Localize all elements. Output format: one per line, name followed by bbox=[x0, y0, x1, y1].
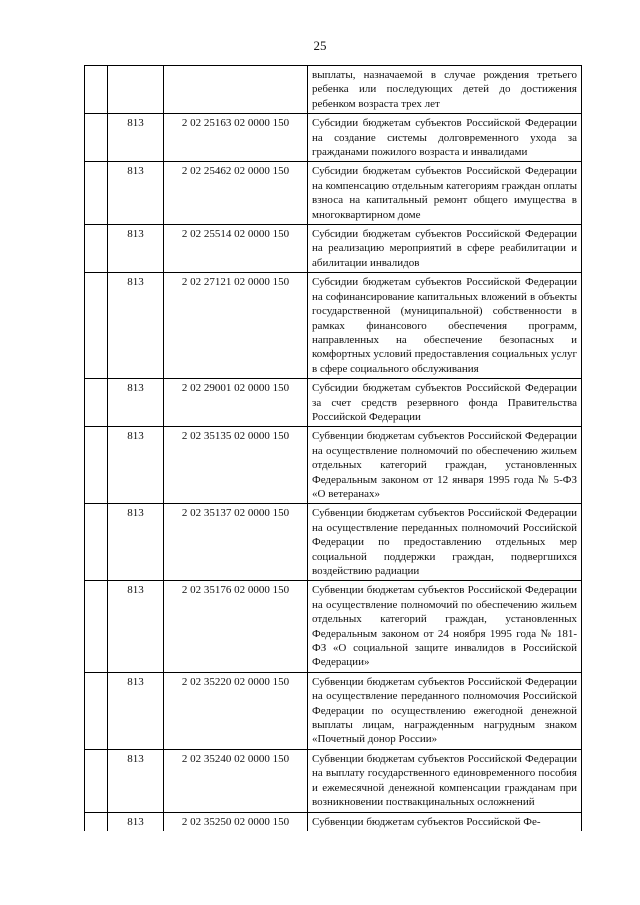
page-number: 25 bbox=[313, 38, 327, 53]
budget-code-cell bbox=[164, 66, 308, 114]
admin-code-cell: 813 bbox=[108, 379, 164, 427]
budget-codes-table bbox=[84, 65, 582, 831]
budget-code-cell: 2 02 35220 02 0000 150 bbox=[164, 672, 308, 749]
admin-code-cell: 813 bbox=[108, 581, 164, 672]
description-cell: Субсидии бюджетам субъектов Российской Федерации на создание системы долговременного ухода за гражданами пожилого возраста и инвалидами bbox=[308, 114, 582, 162]
table-row bbox=[85, 66, 582, 114]
admin-code-cell: 813 bbox=[108, 114, 164, 162]
row-index-cell bbox=[85, 273, 108, 379]
table-row bbox=[85, 114, 582, 162]
row-index-cell bbox=[85, 581, 108, 672]
budget-code-cell: 2 02 35137 02 0000 150 bbox=[164, 504, 308, 581]
description-cell: Субвенции бюджетам субъектов Российской Федерации на осуществление полномочий по обеспечению жильем отдельных категорий граждан, установленных Федеральным законом от 24 ноября 1995 года № 181-ФЗ «О социальной защите инвалидов в Российской Федерации» bbox=[308, 581, 582, 672]
table-row bbox=[85, 225, 582, 273]
table-row bbox=[85, 812, 582, 831]
table-row bbox=[85, 379, 582, 427]
admin-code-cell: 813 bbox=[108, 273, 164, 379]
admin-code-cell: 813 bbox=[108, 427, 164, 504]
table-row bbox=[85, 427, 582, 504]
description-cell: Субвенции бюджетам субъектов Российской Федерации на осуществление полномочий по обеспечению жильем отдельных категорий граждан, установленных Федеральным законом от 12 января 1995 года № 5-ФЗ «О ветеранах» bbox=[308, 427, 582, 504]
budget-code-cell: 2 02 35240 02 0000 150 bbox=[164, 749, 308, 812]
row-index-cell bbox=[85, 749, 108, 812]
budget-code-cell: 2 02 35250 02 0000 150 bbox=[164, 812, 308, 831]
description-cell: Субвенции бюджетам субъектов Российской Федерации на выплату государственного единовременного пособия и ежемесячной денежной компенсации гражданам при возникновении поствакцинальных осложнений bbox=[308, 749, 582, 812]
description-cell: Субвенции бюджетам субъектов Российской Федерации на осуществление переданного полномочия Российской Федерации по осуществлению ежегодной денежной выплаты лицам, награжденным нагрудным знаком «Почетный донор России» bbox=[308, 672, 582, 749]
row-index-cell bbox=[85, 427, 108, 504]
budget-code-cell: 2 02 35176 02 0000 150 bbox=[164, 581, 308, 672]
admin-code-cell: 813 bbox=[108, 672, 164, 749]
row-index-cell bbox=[85, 812, 108, 831]
row-index-cell bbox=[85, 162, 108, 225]
budget-code-cell: 2 02 29001 02 0000 150 bbox=[164, 379, 308, 427]
description-cell: Субсидии бюджетам субъектов Российской Федерации на компенсацию отдельным категориям граждан оплаты взноса на капитальный ремонт общего имущества в многоквартирном доме bbox=[308, 162, 582, 225]
admin-code-cell bbox=[108, 66, 164, 114]
description-cell: Субсидии бюджетам субъектов Российской Федерации на софинансирование капитальных вложений в объекты государственной (муниципальной) собственности в рамках финансового обеспечения программ, направленных на обеспечение безопасных и комфортных условий предоставления социальных услуг в сфере социального обслуживания bbox=[308, 273, 582, 379]
table-row bbox=[85, 504, 582, 581]
description-cell: Субвенции бюджетам субъектов Российской Федерации на осуществление переданных полномочий Российской Федерации по предоставлению отдельных мер социальной поддержки граждан, подвергшихся воздействию радиации bbox=[308, 504, 582, 581]
row-index-cell bbox=[85, 504, 108, 581]
description-cell: выплаты, назначаемой в случае рождения третьего ребенка или последующих детей до достижения ребенком возраста трех лет bbox=[308, 66, 582, 114]
budget-code-cell: 2 02 27121 02 0000 150 bbox=[164, 273, 308, 379]
budget-code-cell: 2 02 25163 02 0000 150 bbox=[164, 114, 308, 162]
row-index-cell bbox=[85, 66, 108, 114]
admin-code-cell: 813 bbox=[108, 504, 164, 581]
table-row bbox=[85, 672, 582, 749]
budget-code-cell: 2 02 25514 02 0000 150 bbox=[164, 225, 308, 273]
admin-code-cell: 813 bbox=[108, 812, 164, 831]
description-cell: Субвенции бюджетам субъектов Российской Фе- bbox=[308, 812, 582, 831]
row-index-cell bbox=[85, 672, 108, 749]
row-index-cell bbox=[85, 379, 108, 427]
row-index-cell bbox=[85, 114, 108, 162]
admin-code-cell: 813 bbox=[108, 225, 164, 273]
description-cell: Субсидии бюджетам субъектов Российской Федерации на реализацию мероприятий в сфере реабилитации и абилитации инвалидов bbox=[308, 225, 582, 273]
table-row bbox=[85, 162, 582, 225]
description-cell: Субсидии бюджетам субъектов Российской Федерации за счет средств резервного фонда Правительства Российской Федерации bbox=[308, 379, 582, 427]
table-row bbox=[85, 581, 582, 672]
admin-code-cell: 813 bbox=[108, 162, 164, 225]
table-row bbox=[85, 749, 582, 812]
table-row bbox=[85, 273, 582, 379]
budget-code-cell: 2 02 35135 02 0000 150 bbox=[164, 427, 308, 504]
row-index-cell bbox=[85, 225, 108, 273]
budget-code-cell: 2 02 25462 02 0000 150 bbox=[164, 162, 308, 225]
admin-code-cell: 813 bbox=[108, 749, 164, 812]
